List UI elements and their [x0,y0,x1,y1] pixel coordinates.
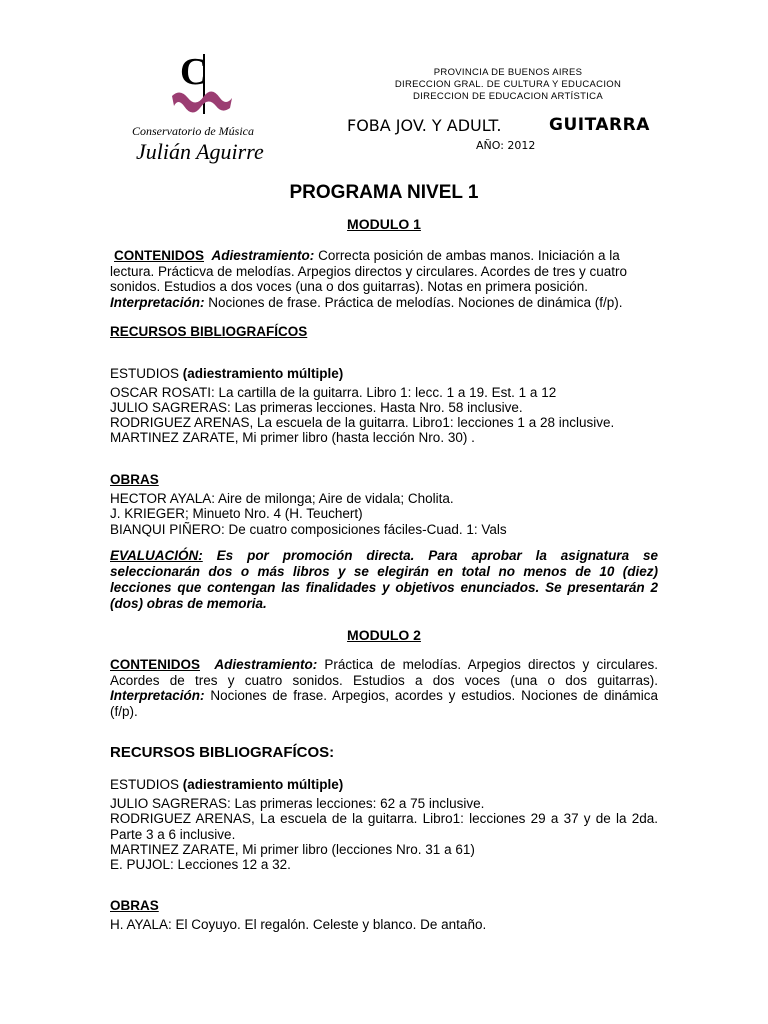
obra-item: J. KRIEGER; Minueto Nro. 4 (H. Teuchert) [110,506,363,521]
estudio-item: E. PUJOL: Lecciones 12 a 32. [110,857,291,872]
estudio-item: JULIO SAGRERAS: Las primeras lecciones. Hasta Nro. 58 inclusive. [110,400,523,415]
contenidos-label: CONTENIDOS [114,248,205,263]
estudio-item: RODRIGUEZ ARENAS, La escuela de la guitarra. Libro1: lecciones 1 a 28 inclusive. [110,415,615,430]
interpretacion-label: Interpretación: [110,294,205,310]
obras-heading: OBRAS [110,472,159,487]
obra-item: BIANQUI PIÑERO: De cuatro composiciones fáciles-Cuad. 1: Vals [110,522,507,537]
province-line: PROVINCIA DE BUENOS AIRES [433,67,583,78]
evaluacion-label: EVALUACIÓN: [110,548,203,563]
estudio-item: OSCAR ROSATI: La cartilla de la guitarra. Libro 1: lecc. 1 a 19. Est. 1 a 12 [110,385,557,400]
interpretacion-label: Interpretación: [110,688,205,703]
recursos-heading: RECURSOS BIBLIOGRAFÍCOS [110,324,308,339]
obra-item: H. AYALA: El Coyuyo. El regalón. Celeste y blanco. De antaño. [110,917,487,932]
adiestramiento-text: Correcta posición de ambas manos. Iniciación a la [314,248,620,263]
recursos-heading-2: RECURSOS BIBLIOGRAFÍCOS: [110,744,335,761]
modulo2-heading: MODULO 2 [347,627,421,643]
adiestramiento-label: Adiestramiento: [211,248,315,263]
estudio-item: MARTINEZ ZARATE, Mi primer libro (lecciones Nro. 31 a 61) [110,842,475,857]
year-label: AÑO: 2012 [476,139,536,152]
contenidos-line2: lectura. Prácticva de melodías. Arpegios directos y circulares. Acordes de tres y cuatro [110,263,627,279]
contenidos-line3: sonidos. Estudios a dos voces (una o dos guitarras). Notas en primera posición. [110,279,588,294]
obras-heading-2: OBRAS [110,898,159,913]
school-name-line1: Conservatorio de Música [132,124,254,138]
direction-line-1: DIRECCION GRAL. DE CULTURA Y EDUCACION [394,79,622,90]
estudios-heading [110,366,343,381]
adiestramiento-text: Práctica de melodías. Arpegios directos y circulares. Acordes de tres y cuatro sonidos. Estudios a dos voces (una o dos guitarras). [110,657,658,688]
contenidos-label: CONTENIDOS [110,657,201,672]
school-name-line2: Julián Aguirre [136,139,264,164]
evaluacion-paragraph [110,548,658,612]
estudio-item: JULIO SAGRERAS: Las primeras lecciones: 62 a 75 inclusive. [110,796,485,811]
program-prefix: FOBA JOV. Y ADULT. [347,116,502,135]
adiestramiento-label: Adiestramiento: [214,657,318,672]
estudio-item: RODRIGUEZ ARENAS, La escuela de la guitarra. Libro1: lecciones 29 a 37 y de la 2da. Parte 3 a 6 inclusive. [110,811,658,842]
interpretacion-text: Nociones de frase. Arpegios, acordes y estudios. Nociones de dinámica (f/p). [110,688,658,719]
estudio-item: MARTINEZ ZARATE, Mi primer libro (hasta lección Nro. 30) . [110,430,475,445]
estudios-label: ESTUDIOS [110,777,180,792]
modulo1-heading: MODULO 1 [347,216,421,232]
estudios-heading-2 [110,777,343,792]
modulo1-contenidos [110,248,658,310]
conservatory-logo [160,52,240,122]
obra-item: HECTOR AYALA: Aire de milonga; Aire de vidala; Cholita. [110,491,454,506]
estudios-qualifier: (adiestramiento múltiple) [182,366,344,381]
direction-line-2: DIRECCION DE EDUCACION ARTÍSTICA [413,91,603,102]
instrument-title: GUITARRA [549,115,650,135]
page-title: PROGRAMA NIVEL 1 [289,182,479,203]
estudios-qualifier: (adiestramiento múltiple) [182,777,344,792]
interpretacion-text: Nociones de frase. Práctica de melodías. Nociones de dinámica (f/p). [204,294,623,310]
estudios-label: ESTUDIOS [110,366,180,381]
modulo2-contenidos [110,657,658,719]
logo-letter: C [180,52,208,93]
evaluacion-text: Es por promoción directa. Para aprobar la asignatura se seleccionarán dos o más libros y se elegirán en total no menos de 10 (diez) lecciones que contengan las finalidades y objetivos enunciados. Se presentarán 2 (dos) obras de memoria. [110,548,658,611]
